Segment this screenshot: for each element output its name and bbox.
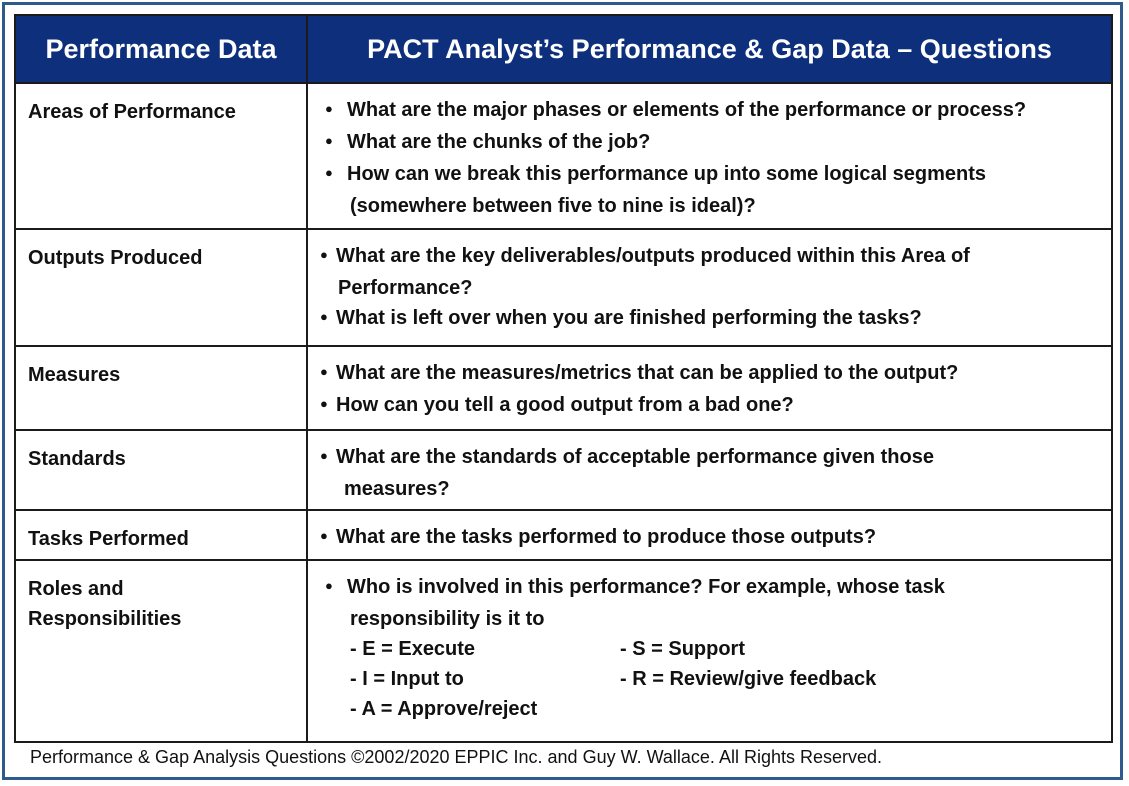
row-questions <box>307 560 1112 742</box>
bullet-icon <box>320 95 347 127</box>
row-label: Tasks Performed <box>15 510 307 560</box>
bullet-icon <box>320 390 336 422</box>
table-row <box>15 510 1112 560</box>
row-label: Standards <box>15 430 307 510</box>
header-performance-data: Performance Data <box>15 15 307 83</box>
question-line: ● What are the major phases or elements of the performance or process? <box>320 95 1099 127</box>
question-line: responsibility is it to <box>350 608 545 630</box>
question-line: ● What are the standards of acceptable performance given those <box>320 442 1099 474</box>
question-line: ●Who is involved in this performance? For example, whose task <box>320 572 1099 604</box>
role-line: - E = Execute - S = Support <box>350 638 745 660</box>
bullet-icon <box>320 241 336 273</box>
question-line: ●How can you tell a good output from a bad one? <box>320 390 1099 422</box>
row-questions <box>307 430 1112 510</box>
bullet-icon <box>320 572 347 604</box>
question-line: ● What are the measures/metrics that can be applied to the output? <box>320 358 1099 390</box>
bullet-icon <box>320 127 347 159</box>
table-header-row <box>15 15 1112 83</box>
row-questions <box>307 346 1112 430</box>
question-line: ● What are the tasks performed to produce those outputs? <box>320 522 1099 554</box>
question-line: Performance? <box>338 277 473 299</box>
role-line: - I = Input to - R = Review/give feedback <box>350 668 877 690</box>
role-line: - A = Approve/reject <box>350 698 538 720</box>
question-line: ●What is left over when you are finished performing the tasks? <box>320 303 1099 335</box>
table-row <box>15 560 1112 742</box>
question-line: ● What are the key deliverables/outputs produced within this Area of <box>320 241 1099 273</box>
row-questions <box>307 510 1112 560</box>
table-row <box>15 430 1112 510</box>
bullet-icon <box>320 442 336 474</box>
question-line: ●What are the chunks of the job? <box>320 127 1099 159</box>
question-line: measures? <box>344 478 450 500</box>
row-label: Roles and Responsibilities <box>15 560 307 742</box>
row-questions <box>307 83 1112 229</box>
question-line: (somewhere between five to nine is ideal)? <box>350 195 756 217</box>
table-row <box>15 346 1112 430</box>
copyright-footer: Performance & Gap Analysis Questions ©2002/2020 EPPIC Inc. and Guy W. Wallace. All Rights Reserved. <box>30 747 883 767</box>
row-label: Measures <box>15 346 307 430</box>
bullet-icon <box>320 303 336 335</box>
header-questions: PACT Analyst’s Performance & Gap Data – Questions <box>307 15 1112 83</box>
bullet-icon <box>320 522 336 554</box>
row-label: Outputs Produced <box>15 229 307 346</box>
table-row <box>15 83 1112 229</box>
table-row <box>15 229 1112 346</box>
row-label: Areas of Performance <box>15 83 307 229</box>
question-line: ●How can we break this performance up into some logical segments <box>320 159 1099 191</box>
performance-gap-table <box>14 14 1113 743</box>
row-questions <box>307 229 1112 346</box>
bullet-icon <box>320 159 347 191</box>
bullet-icon <box>320 358 336 390</box>
